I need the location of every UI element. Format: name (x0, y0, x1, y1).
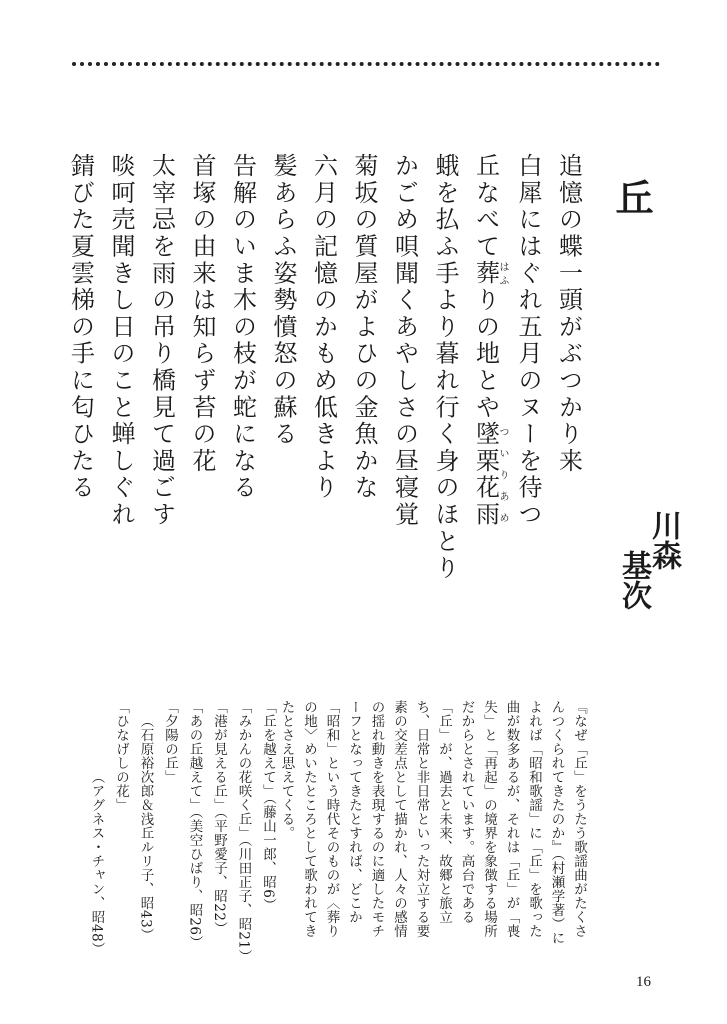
haiku-line-9: 告解のいま木の枝が蛇になる (228, 153, 257, 502)
haiku-sequence (60, 153, 589, 593)
note-paragraph: 『なぜ「丘」をうたう歌謡曲がたくさんつくられてきたのか』（村瀬学著）によれば「昭和歌謡」に「丘」を歌った曲が数多あるが、それは「丘」が「喪失」と「再起」の境界を象徴する場所だからとされています。高台である「丘」が、過去と未来、故郷と旅立ち、日常と非日常といった対立する要素の交差点として描かれ、人々の感情の揺れ動きを表現するのに適したモチーフとなってきたとすれば、どこか「昭和」という時代そのものが〈葬りの地〉めいたところとして歌われてきたとさえ思えてくる。 (278, 700, 587, 946)
ruby-text-tsuiriame: ついりあめ (497, 421, 508, 529)
author-given-name: 基次 (616, 550, 651, 610)
poem-title: 丘 (609, 178, 654, 216)
ruby-tsuiriame (471, 421, 508, 529)
haiku-line-7: 六月の記憶のかもめ低きより (309, 153, 338, 502)
haiku-line-6: 菊坂の質屋がよひの金魚かな (350, 153, 378, 502)
song-item-artist: （石原裕次郎＆浅丘ルリ子、昭43） (137, 714, 154, 943)
author-surname: 川森 (646, 510, 681, 570)
page-number: 16 (636, 974, 651, 990)
song-item: 「あの丘越えて」（美空ひばり、昭26） (186, 700, 203, 950)
ruby-base-tsuiriame: 墜栗花雨 (471, 421, 500, 529)
song-item-artist: （アグネス・チャン、昭48） (88, 770, 105, 957)
haiku-line-13: 錆びた夏雲梯の手に匂ひたる (66, 153, 95, 502)
song-item: 「ひなげしの花」 (113, 700, 129, 812)
song-item: 「丘を越えて」（藤山一郎、昭6） (260, 700, 276, 913)
ruby-text-hafu: はふ (497, 260, 508, 288)
haiku-line-11: 太宰忌を雨の吊り橋見て過ごす (147, 153, 176, 529)
haiku-line-2: 白犀にはぐれ五月のヌーを待つ (514, 153, 542, 529)
song-item: 「港が見える丘」（平野愛子、昭22） (211, 700, 227, 936)
song-item: 「みかんの花咲く丘」（川田正子、昭21） (235, 700, 252, 964)
ruby-base-hafu: 葬 (471, 260, 500, 288)
haiku-line-3 (465, 153, 508, 593)
ruby-hafu (471, 260, 508, 288)
haiku-line-12: 啖呵売聞きし日のこと蝉しぐれ (107, 153, 135, 529)
dotted-separator (72, 62, 660, 66)
author-note (280, 700, 590, 950)
haiku-line-3-part: 丘なべて (471, 153, 500, 261)
haiku-line-1: 追憶の蝶一頭がぶつかり来 (554, 153, 583, 475)
haiku-line-5: かごめ唄聞くあやしさの昼寝覚 (390, 153, 419, 529)
haiku-line-8: 髪あらふ姿勢憤怒の蘇る (269, 153, 297, 448)
haiku-line-10: 首塚の由来は知らず苔の花 (188, 153, 216, 475)
author-name (616, 510, 681, 610)
song-list (80, 700, 280, 970)
haiku-line-3-part: りの地とや (471, 287, 500, 422)
haiku-line-4: 蛾を払ふ手より暮れ行く身のほとり (431, 153, 459, 582)
song-item: 「夕陽の丘」 (162, 700, 178, 784)
